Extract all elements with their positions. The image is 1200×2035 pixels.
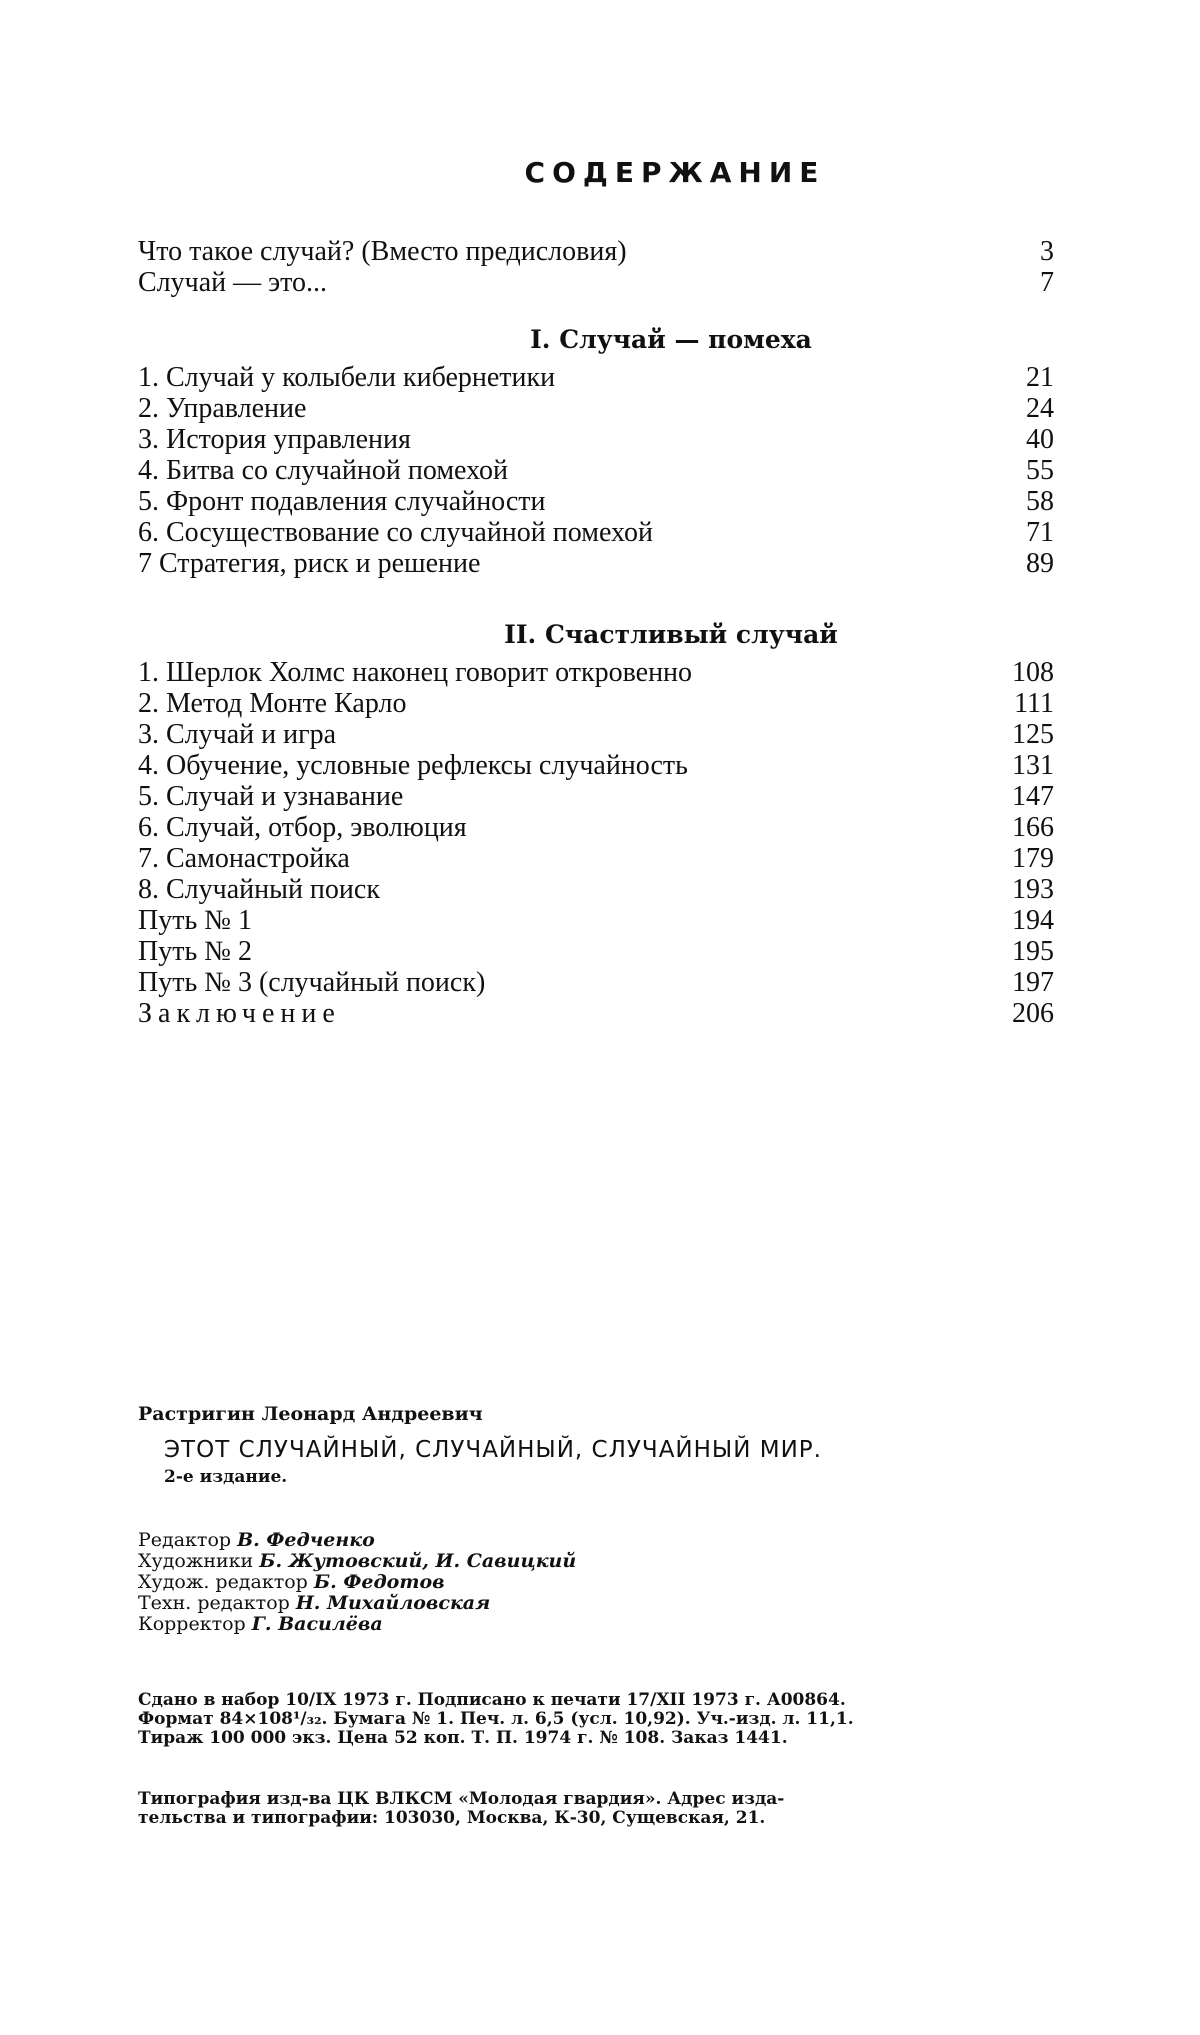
credit-name: Б. Жутовский, И. Савицкий — [259, 1550, 577, 1572]
toc-entry — [138, 362, 1054, 393]
toc-entry-page: 108 — [1012, 657, 1054, 688]
toc-entry — [138, 393, 1054, 424]
credit-line — [138, 1614, 1058, 1635]
toc-entry-page: 71 — [1026, 517, 1054, 548]
toc-entry-page: 111 — [1014, 688, 1054, 719]
credit-name: Б. Федотов — [313, 1571, 445, 1593]
toc-entry — [138, 455, 1054, 486]
toc-entry-title: 5. Случай и узнавание — [138, 781, 404, 812]
toc-intro — [138, 236, 1054, 298]
toc-entry — [138, 688, 1054, 719]
toc-entry-title: Путь № 2 — [138, 936, 252, 967]
toc-entry-page: 194 — [1012, 905, 1054, 936]
toc-entry — [138, 750, 1054, 781]
toc-entry-page: 7 — [1040, 267, 1054, 298]
credit-role: Худож. редактор — [138, 1571, 308, 1593]
toc-entry — [138, 486, 1054, 517]
credit-role: Техн. редактор — [138, 1592, 290, 1614]
credit-line — [138, 1572, 1058, 1593]
toc-entry-title: 7. Самонастройка — [138, 843, 350, 874]
toc-entry-title: 1. Шерлок Холмс наконец говорит откровенно — [138, 657, 693, 688]
toc-entry-page: 197 — [1012, 967, 1054, 998]
printer-line: тельства и типографии: 103030, Москва, К-30, Сущевская, 21. — [138, 1808, 766, 1828]
toc-entry-title: 4. Обучение, условные рефлексы случайность — [138, 750, 688, 781]
colophon-edition: 2-е издание. — [164, 1467, 288, 1487]
toc-entry-title: 2. Управление — [138, 393, 307, 424]
toc-entry — [138, 548, 1054, 579]
toc-title: СОДЕРЖАНИЕ — [524, 156, 826, 189]
colophon-book-title: ЭТОТ СЛУЧАЙНЫЙ, СЛУЧАЙНЫЙ, СЛУЧАЙНЫЙ МИР. — [164, 1437, 822, 1463]
toc-entry-page: 193 — [1012, 874, 1054, 905]
toc-entry — [138, 936, 1054, 967]
toc-entry — [138, 843, 1054, 874]
toc-part-2 — [138, 613, 1054, 1029]
credit-line — [138, 1530, 1058, 1551]
credit-line — [138, 1551, 1058, 1572]
printer-line: Типография изд-ва ЦК ВЛКСМ «Молодая гвардия». Адрес изда- — [138, 1789, 785, 1809]
toc-entry — [138, 236, 1054, 267]
credit-name: Г. Василёва — [251, 1613, 383, 1635]
toc-entry-title: Путь № 1 — [138, 905, 252, 936]
colophon-author: Растригин Леонард Андреевич — [138, 1403, 483, 1425]
toc-part-1 — [138, 318, 1054, 579]
credit-name: Н. Михайловская — [295, 1592, 491, 1614]
toc-entry-title: 6. Сосуществование со случайной помехой — [138, 517, 653, 548]
credit-role: Художники — [138, 1550, 254, 1572]
colophon-imprint — [138, 1691, 1058, 1748]
toc-entry-page: 147 — [1012, 781, 1054, 812]
toc-entry-page: 40 — [1026, 424, 1054, 455]
toc-entry-title: 3. Случай и игра — [138, 719, 337, 750]
toc-entry-title: Путь № 3 (случайный поиск) — [138, 967, 486, 998]
credit-role: Корректор — [138, 1613, 246, 1635]
toc-entry — [138, 812, 1054, 843]
toc-entry-page: 3 — [1040, 236, 1054, 267]
toc-entry-page: 179 — [1012, 843, 1054, 874]
toc-entry-title: 2. Метод Монте Карло — [138, 688, 407, 719]
toc-entry-page: 131 — [1012, 750, 1054, 781]
toc-entry-page: 125 — [1012, 719, 1054, 750]
toc-entry-page: 195 — [1012, 936, 1054, 967]
toc-entry — [138, 905, 1054, 936]
toc-entry-page: 166 — [1012, 812, 1054, 843]
toc-entry-title: 1. Случай у колыбели кибернетики — [138, 362, 556, 393]
toc-entry — [138, 267, 1054, 298]
toc-entry-page: 21 — [1026, 362, 1054, 393]
toc-entry — [138, 719, 1054, 750]
toc-entry — [138, 424, 1054, 455]
toc-entry-page: 58 — [1026, 486, 1054, 517]
toc-entry-title: 6. Случай, отбор, эволюция — [138, 812, 467, 843]
colophon-credits — [138, 1530, 1058, 1635]
colophon-printer — [138, 1790, 1058, 1828]
toc-entry-title: 5. Фронт подавления случайности — [138, 486, 546, 517]
toc-entry-title: 4. Битва со случайной помехой — [138, 455, 509, 486]
toc-entry — [138, 781, 1054, 812]
toc-entry — [138, 967, 1054, 998]
toc-entry-page: 55 — [1026, 455, 1054, 486]
imprint-line: Формат 84×108¹/₃₂. Бумага № 1. Печ. л. 6,5 (усл. 10,92). Уч.-изд. л. 11,1. — [138, 1709, 854, 1729]
toc-entry-title: Заключение — [138, 998, 341, 1029]
toc-entry — [138, 517, 1054, 548]
toc-entry-page: 89 — [1026, 548, 1054, 579]
credit-name: В. Федченко — [237, 1529, 375, 1551]
toc-entry-title: Случай — это... — [138, 267, 328, 298]
credit-role: Редактор — [138, 1529, 232, 1551]
toc-entry — [138, 657, 1054, 688]
credit-line — [138, 1593, 1058, 1614]
toc-entry-title: 7 Стратегия, риск и решение — [138, 548, 481, 579]
toc-entry — [138, 874, 1054, 905]
toc-entry-page: 24 — [1026, 393, 1054, 424]
toc-entry — [138, 998, 1054, 1029]
part-heading: I. Случай — помеха — [530, 325, 812, 354]
toc-entry-title: 8. Случайный поиск — [138, 874, 380, 905]
toc-entry-page: 206 — [1012, 998, 1054, 1029]
toc-entry-title: Что такое случай? (Вместо предисловия) — [138, 236, 627, 267]
imprint-line: Сдано в набор 10/IX 1973 г. Подписано к печати 17/XII 1973 г. А00864. — [138, 1690, 846, 1710]
imprint-line: Тираж 100 000 экз. Цена 52 коп. Т. П. 1974 г. № 108. Заказ 1441. — [138, 1728, 788, 1748]
toc-entry-title: 3. История управления — [138, 424, 411, 455]
part-heading: II. Счастливый случай — [504, 620, 838, 649]
